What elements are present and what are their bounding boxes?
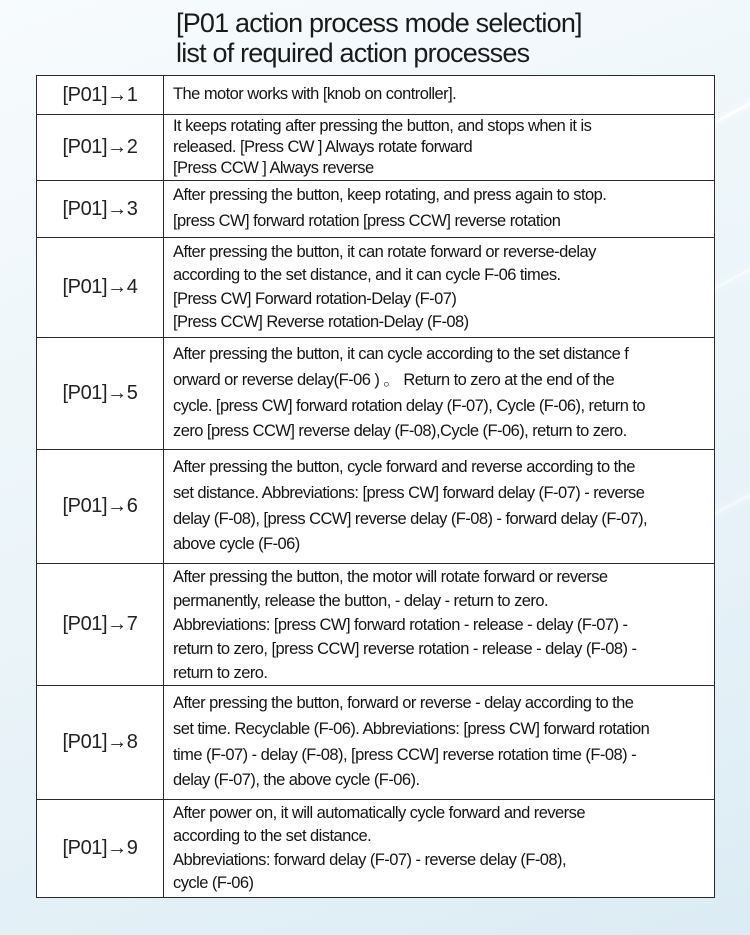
description-line: After pressing the button, cycle forward and reverse according to the bbox=[173, 458, 635, 477]
description-line: cycle. [press CW] forward rotation delay (F-07), Cycle (F-06), return to bbox=[173, 396, 646, 415]
table-row bbox=[37, 181, 715, 238]
description-line: After pressing the button, it can rotate forward or reverse-delay bbox=[173, 242, 596, 261]
description-line: The motor works with [knob on controller]. bbox=[173, 85, 457, 104]
description-line: [Press CCW] Reverse rotation-Delay (F-08) bbox=[173, 313, 469, 331]
description-line: return to zero. bbox=[173, 663, 268, 682]
title-line-1: [P01 action process mode selection] bbox=[176, 8, 582, 38]
description-line: After pressing the button, forward or reverse - delay according to the bbox=[173, 694, 634, 713]
mode-description bbox=[164, 800, 715, 898]
description-line: [Press CCW ] Always reverse bbox=[173, 159, 374, 177]
table-row bbox=[37, 338, 715, 450]
description-line: After pressing the button, it can cycle according to the set distance f bbox=[173, 345, 629, 364]
mode-code: [P01]→1 bbox=[37, 76, 164, 115]
description-line: It keeps rotating after pressing the button, and stops when it is bbox=[173, 117, 592, 135]
mode-code: [P01]→8 bbox=[37, 686, 164, 800]
page-title bbox=[176, 8, 736, 68]
description-line: zero [press CCW] reverse delay (F-08),Cycle (F-06), return to zero. bbox=[173, 422, 627, 441]
description-line: [Press CW] Forward rotation-Delay (F-07) bbox=[173, 289, 457, 308]
mode-description bbox=[164, 338, 715, 450]
table-row bbox=[37, 800, 715, 898]
description-line: time (F-07) - delay (F-08), [press CCW] reverse rotation time (F-08) - bbox=[173, 745, 637, 764]
description-line: cycle (F-06) bbox=[173, 874, 254, 892]
mode-description bbox=[164, 238, 715, 338]
mode-description bbox=[164, 115, 715, 181]
table-row bbox=[37, 76, 715, 115]
description-line: After pressing the button, keep rotating, and press again to stop. bbox=[173, 186, 607, 205]
description-line: Abbreviations: forward delay (F-07) - reverse delay (F-08), bbox=[173, 850, 567, 869]
description-line: set time. Recyclable (F-06). Abbreviations: [press CW] forward rotation bbox=[173, 719, 650, 738]
mode-code: [P01]→4 bbox=[37, 238, 164, 338]
description-line: permanently, release the button, - delay - return to zero. bbox=[173, 591, 549, 610]
mode-description bbox=[164, 686, 715, 800]
description-line: delay (F-08), [press CCW] reverse delay (F-08) - forward delay (F-07), bbox=[173, 509, 648, 528]
description-line: above cycle (F-06) bbox=[173, 535, 300, 554]
mode-code: [P01]→3 bbox=[37, 181, 164, 238]
mode-code: [P01]→2 bbox=[37, 115, 164, 181]
description-line: return to zero, [press CCW] reverse rotation - release - delay (F-08) - bbox=[173, 639, 637, 658]
mode-description bbox=[164, 564, 715, 686]
mode-code: [P01]→6 bbox=[37, 450, 164, 564]
mode-description bbox=[164, 181, 715, 238]
description-line: After power on, it will automatically cycle forward and reverse bbox=[173, 803, 585, 822]
description-line: set distance. Abbreviations: [press CW] forward delay (F-07) - reverse bbox=[173, 483, 645, 502]
description-line: delay (F-07), the above cycle (F-06). bbox=[173, 771, 420, 790]
description-line: released. [Press CW ] Always rotate forward bbox=[173, 138, 473, 156]
mode-code: [P01]→9 bbox=[37, 800, 164, 898]
mode-description bbox=[164, 450, 715, 564]
title-line-2: list of required action processes bbox=[176, 38, 530, 68]
mode-code: [P01]→7 bbox=[37, 564, 164, 686]
table-row bbox=[37, 564, 715, 686]
table-row bbox=[37, 450, 715, 564]
mode-table bbox=[36, 75, 715, 898]
mode-code: [P01]→5 bbox=[37, 338, 164, 450]
table-row bbox=[37, 238, 715, 338]
description-line: orward or reverse delay(F-06 ) 。 Return to zero at the end of the bbox=[173, 370, 615, 389]
description-line: according to the set distance, and it can cycle F-06 times. bbox=[173, 266, 561, 284]
mode-description bbox=[164, 76, 715, 115]
description-line: After pressing the button, the motor will rotate forward or reverse bbox=[173, 567, 608, 586]
description-line: according to the set distance. bbox=[173, 827, 372, 845]
table-row bbox=[37, 115, 715, 181]
description-line: Abbreviations: [press CW] forward rotation - release - delay (F-07) - bbox=[173, 615, 628, 634]
description-line: [press CW] forward rotation [press CCW] reverse rotation bbox=[173, 212, 561, 230]
table-row bbox=[37, 686, 715, 800]
